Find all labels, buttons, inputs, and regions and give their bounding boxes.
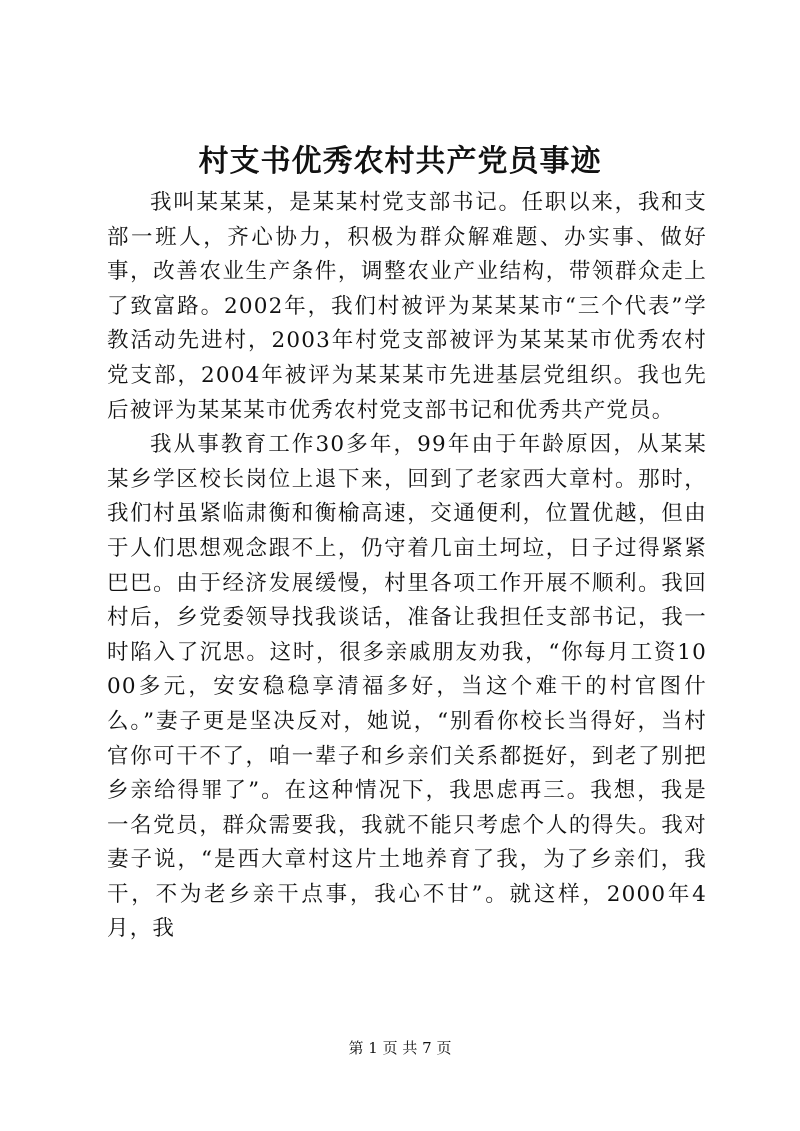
paragraph-1: 我叫某某某，是某某村党支部书记。任职以来，我和支部一班人，齐心协力，积极为群众解难题、办实事、做好事，改善农业生产条件，调整农业产业结构，带领群众走上了致富路。2002年，我们村被评为某某某市“三个代表”学教活动先进村，2003年村党支部被评为某某某市优秀农村党支部，2004年被评为某某某市先进基层党组织。我也先后被评为某某某市优秀农村党支部书记和优秀共产党员。 [107,190,707,423]
document-body [107,186,707,947]
page-number: 第 1 页 共 7 页 [348,1039,452,1057]
paragraph-2: 我从事教育工作30多年，99年由于年龄原因，从某某某乡学区校长岗位上退下来，回到了老家西大章村。那时，我们村虽紧临肃衡和衡榆高速，交通便利，位置优越，但由于人们思想观念跟不上，仍守着几亩土坷垃，日子过得紧紧巴巴。由于经济发展缓慢，村里各项工作开展不顺利。我回村后，乡党委领导找我谈话，准备让我担任支部书记，我一时陷入了沉思。这时，很多亲戚朋友劝我，“你每月工资1000多元，安安稳稳享清福多好，当这个难干的村官图什么。”妻子更是坚决反对，她说，“别看你校长当得好，当村官你可干不了，咱一辈子和乡亲们关系都挺好，到老了别把乡亲给得罪了”。在这种情况下，我思虑再三。我想，我是一名党员，群众需要我，我就不能只考虑个人的得失。我对妻子说，“是西大章村这片土地养育了我，为了乡亲们，我干，不为老乡亲干点事，我心不甘”。就这样，2000年4月，我 [107,432,707,942]
document-title: 村支书优秀农村共产党员事迹 [198,144,602,179]
